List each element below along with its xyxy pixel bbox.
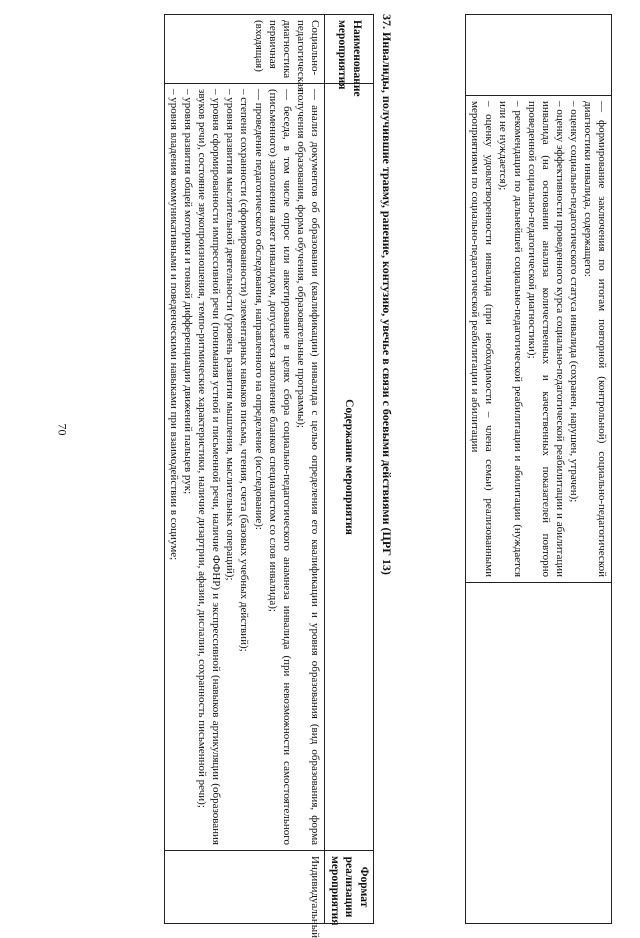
content-item: – уровня развития мыслительной деятельности (уровень развития мышления, мыслительных операций); (224, 89, 237, 581)
continuation-table (465, 14, 612, 924)
content-item: – рекомендации по дальнейшей социально-педагогической реабилитации и абилитации (нуждается или не нуждается); (497, 101, 524, 577)
column-header-format: Формат реализации мероприятия (324, 851, 373, 924)
measure-name: Социально-педагогическая диагностика первичная (входящая) (164, 15, 324, 84)
rotated-page-content (52, 14, 612, 938)
content-item: – оценку социально-педагогического статуса инвалида (сохранен, нарушен, утрачен); (567, 101, 580, 503)
content-item: – оценку эффективности проведенного курса социально-педагогической реабилитации и абилитации инвалида (на основании анализа количественных и качественных показателей повторно проведенной социально-педагогической диагностики); (525, 101, 566, 577)
content-item: – уровня сформированности импрессивной речи (понимания устной и письменной речи, наличие ФФНР) и экспрессивной (навыков артикуляции (образования звуков речи), состояние звукопроизношения, темпо-ритмические характеристики, наличие дизартрии, афазии, дислалии, сохранность письменной речи); (196, 89, 223, 845)
table-header-row (324, 15, 373, 924)
section-title: 37. Инвалиды, получившие травму, ранение, контузию, увечье в связи с боевыми действиями (ЦРГ 13) (380, 14, 394, 575)
measure-content (164, 84, 324, 851)
table-row (164, 15, 324, 924)
content-item: – уровня развития общей моторики и тонкой дифференциации движений пальцев рук; (182, 89, 195, 495)
content-item: — анализ документов об образовании (квалификации) инвалида с целью определения его квалификации и уровня образования (вид образования, форма получения образования, форма обучения, образовательные программы); (294, 89, 321, 845)
content-item: – оценку удовлетворенности инвалида (при необходимости – члена семьи) реализованными мероприятиями по социально-педагогической реабилитации и абилитации (469, 101, 496, 577)
page-number: 70 (55, 423, 70, 436)
content-item: — проведение педагогического обследования, направленного на определение (исследование): (252, 89, 265, 530)
table-cell-content (466, 96, 612, 583)
content-item: – степени сохранности (сформированности) элементарных навыков письма, чтения, счета (базовых учебных действий); (238, 89, 251, 652)
column-header-content: Содержание мероприятия (324, 84, 373, 851)
content-item: – уровня владения коммуникативными и поведенческими навыками при взаимодействии в социуме; (168, 89, 181, 561)
column-header-name: Наименование мероприятия (324, 15, 373, 84)
table-cell-empty (466, 583, 612, 924)
table-row (466, 15, 612, 924)
measure-format: Индивидуальный (164, 851, 324, 924)
measures-table (164, 14, 374, 938)
table-cell-empty (466, 15, 612, 96)
content-item: — беседа, в том числе опрос или анкетирование в целях сбора социально-педагогического анамнеза инвалида (при невозможности самостоятельного (письменного) заполнения анкет инвалидом, допускается заполнение бланков специалистом со слов инвалида); (266, 89, 293, 845)
content-item: — формирование заключения по итогам повторной (контрольной) социально-педагогической диагностики инвалида, содержащего: (581, 101, 608, 577)
